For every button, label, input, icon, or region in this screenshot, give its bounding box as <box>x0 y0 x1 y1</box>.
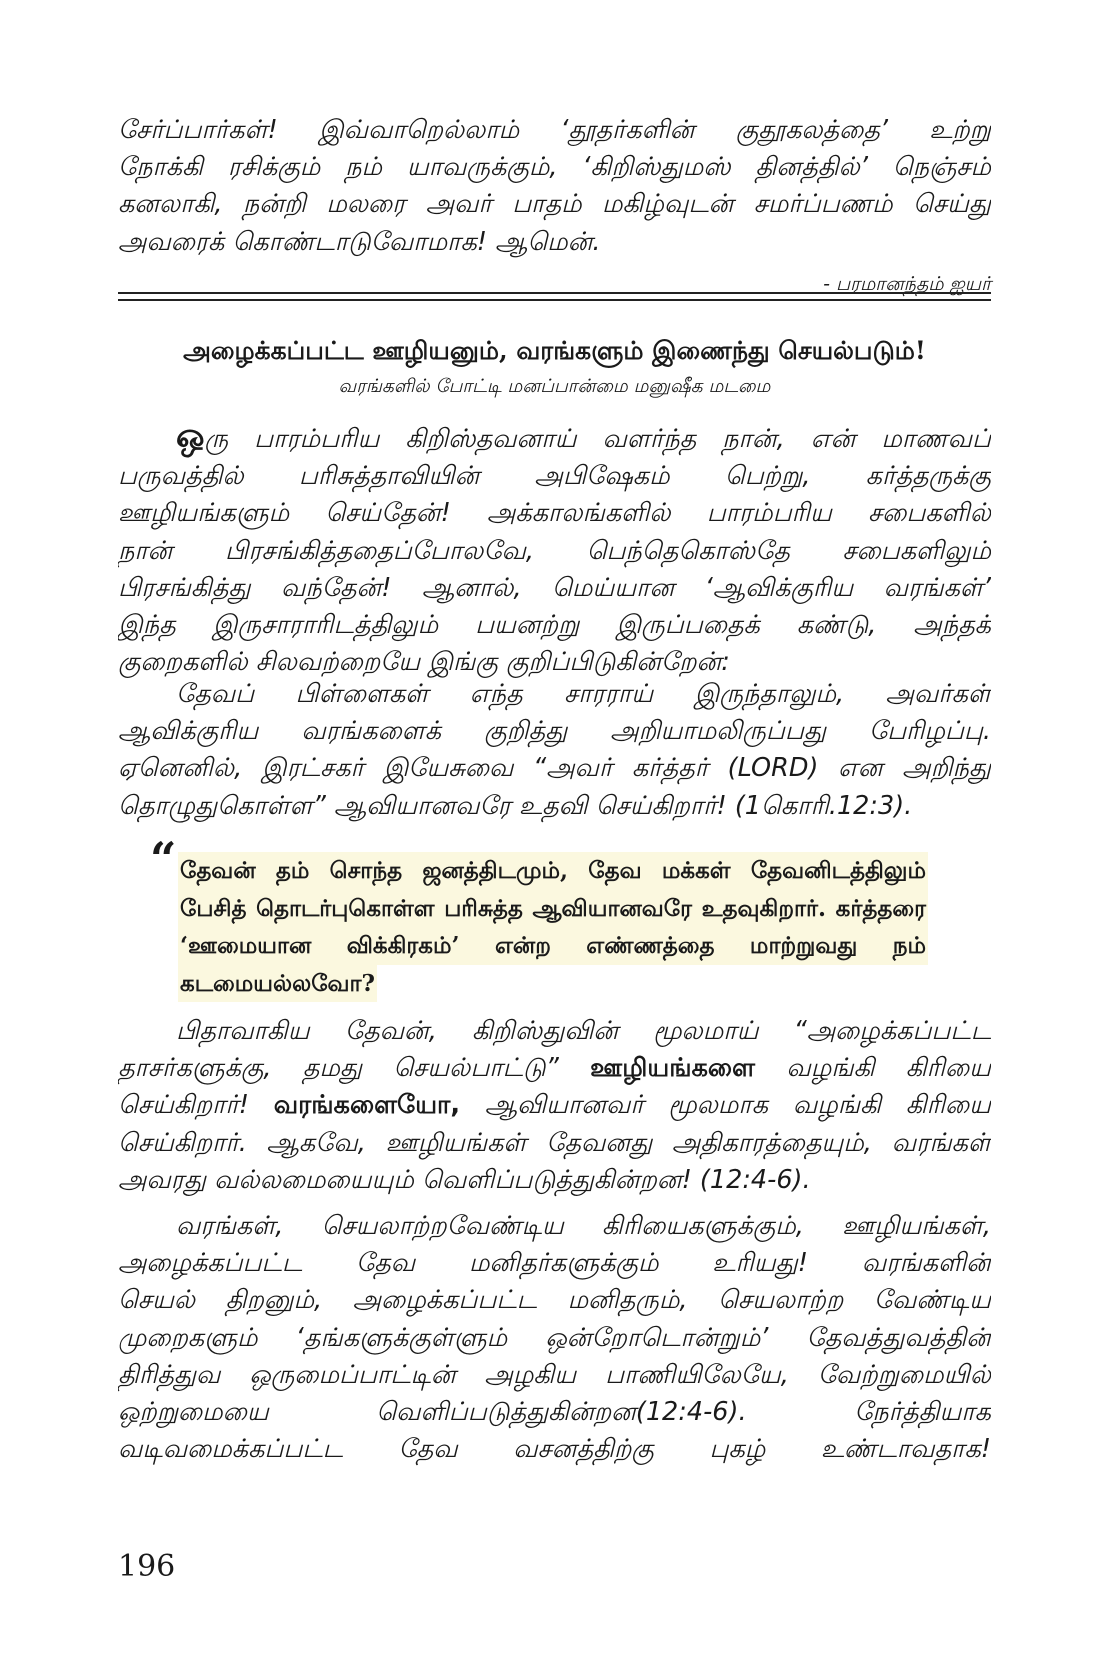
text-line: அவரைக் கொண்டாடுவோமாக! ஆமென். <box>118 226 601 257</box>
text-line: குறைகளில் சிலவற்றையே இங்கு குறிப்பிடுகின்றேன்: <box>118 647 730 678</box>
text-line: ஏனெனில், இரட்சகர் இயேசுவை “அவர் கர்த்தர் (LORD) என அறிந்து <box>118 753 991 784</box>
page-number: 196 <box>118 1549 176 1584</box>
article-title: அழைக்கப்பட்ட ஊழியனும், வரங்களும் இணைந்து செயல்படும்! <box>183 336 926 365</box>
bold-term: வரங்களையோ, <box>273 1090 461 1121</box>
quote-line: தேவன் தம் சொந்த ஜனத்திடமும், தேவ மக்கள் தேவனிடத்திலும் <box>178 852 928 890</box>
text-line <box>118 1050 991 1087</box>
text-line: பிதாவாகிய தேவன், கிறிஸ்துவின் மூலமாய் “அழைக்கப்பட்ட <box>176 1016 991 1046</box>
drop-cap: ஒ <box>176 418 205 456</box>
divider-rule <box>118 299 991 301</box>
text-line: வடிவமைக்கப்பட்ட தேவ வசனத்திற்கு புகழ் உண்டாவதாக! <box>118 1434 991 1465</box>
text-line: செய்கிறார். ஆகவே, ஊழியங்கள் தேவனது அதிகாரத்தையும், வரங்கள் <box>118 1127 991 1158</box>
paragraph-4 <box>118 1208 991 1468</box>
text-line: நான் பிரசங்கித்ததைப்போலவே, பெந்தெகொஸ்தே சபைகளிலும் <box>118 535 991 566</box>
paragraph-2 <box>118 676 991 825</box>
text-line: சேர்ப்பார்கள்! இவ்வாறெல்லாம் ‘தூதர்களின் குதூகலத்தை’ உற்று <box>118 115 991 145</box>
text-line <box>118 418 991 458</box>
article-subtitle: வரங்களில் போட்டி மனப்பான்மை மனுஷீக மடமை <box>338 376 771 397</box>
text-line: பருவத்தில் பரிசுத்தாவியின் அபிஷேகம் பெற்று, கர்த்தருக்கு <box>118 461 991 492</box>
paragraph-1 <box>118 418 991 681</box>
bold-term: ஊழியங்களை <box>590 1053 756 1084</box>
text-line: ஆவிக்குரிய வரங்களைக் குறித்து அறியாமலிருப்பது பேரிழப்பு. <box>118 716 991 747</box>
closing-paragraph <box>118 112 991 261</box>
text-fragment: தாசர்களுக்கு, தமது செயல்பாட்டு” <box>118 1053 591 1084</box>
author-signature: - பரமானந்தம் ஐயர் <box>823 273 991 295</box>
text-line: பிரசங்கித்து வந்தேன்! ஆனால், மெய்யான ‘ஆவிக்குரிய வரங்கள்’ <box>118 572 991 603</box>
text-line: வரங்கள், செயலாற்றவேண்டிய கிரியைகளுக்கும், ஊழியங்கள், <box>176 1211 991 1241</box>
text-fragment: செய்கிறார்! <box>118 1090 274 1121</box>
text-line <box>118 1087 991 1124</box>
text-line: கனலாகி, நன்றி மலரை அவர் பாதம் மகிழ்வுடன் சமர்ப்பணம் செய்து <box>118 189 991 220</box>
text-fragment: ரு பாரம்பரிய கிறிஸ்தவனாய் வளர்ந்த நான், என் மாணவப் <box>204 424 991 454</box>
text-line: தேவப் பிள்ளைகள் எந்த சாரராய் இருந்தாலும், அவர்கள் <box>176 679 991 709</box>
text-line: ஒற்றுமையை வெளிப்படுத்துகின்றன(12:4-6). நேர்த்தியாக <box>118 1397 991 1428</box>
text-line: முறைகளும் ‘தங்களுக்குள்ளும் ஒன்றோடொன்றும்’ தேவத்துவத்தின் <box>118 1322 991 1353</box>
text-fragment: வழங்கி கிரியை <box>755 1053 991 1084</box>
text-line: தொழுதுகொள்ள” ஆவியானவரே உதவி செய்கிறார்! (1கொரி.12:3). <box>118 790 913 821</box>
text-line: திரித்துவ ஒருமைப்பாட்டின் அழகிய பாணியிலேயே, வேற்றுமையில் <box>118 1359 991 1390</box>
quote-mark: “ <box>150 832 177 886</box>
text-line: அவரது வல்லமையையும் வெளிப்படுத்துகின்றன! (12:4-6). <box>118 1164 811 1195</box>
paragraph-3 <box>118 1013 991 1199</box>
text-line: ஊழியங்களும் செய்தேன்! அக்காலங்களில் பாரம்பரிய சபைகளில் <box>118 498 991 529</box>
text-line: செயல் திறனும், அழைக்கப்பட்ட மனிதரும், செயலாற்ற வேண்டிய <box>118 1285 991 1316</box>
quote-line: கடமையல்லவோ? <box>178 965 377 1003</box>
pull-quote <box>178 852 928 1014</box>
text-line: அழைக்கப்பட்ட தேவ மனிதர்களுக்கும் உரியது! வரங்களின் <box>118 1248 991 1279</box>
text-line: இந்த இருசாராரிடத்திலும் பயனற்று இருப்பதைக் கண்டு, அந்தக் <box>118 610 991 641</box>
text-line: நோக்கி ரசிக்கும் நம் யாவருக்கும், ‘கிறிஸ்துமஸ் தினத்தில்’ நெஞ்சம் <box>118 152 991 183</box>
text-fragment: ஆவியானவர் மூலமாக வழங்கி கிரியை <box>460 1090 991 1121</box>
quote-line: ‘ஊமையான விக்கிரகம்’ என்ற எண்ணத்தை மாற்றுவது நம் <box>178 927 928 965</box>
divider-rule <box>118 292 991 294</box>
quote-line: பேசித் தொடர்புகொள்ள பரிசுத்த ஆவியானவரே உதவுகிறார். கர்த்தரை <box>178 890 928 928</box>
